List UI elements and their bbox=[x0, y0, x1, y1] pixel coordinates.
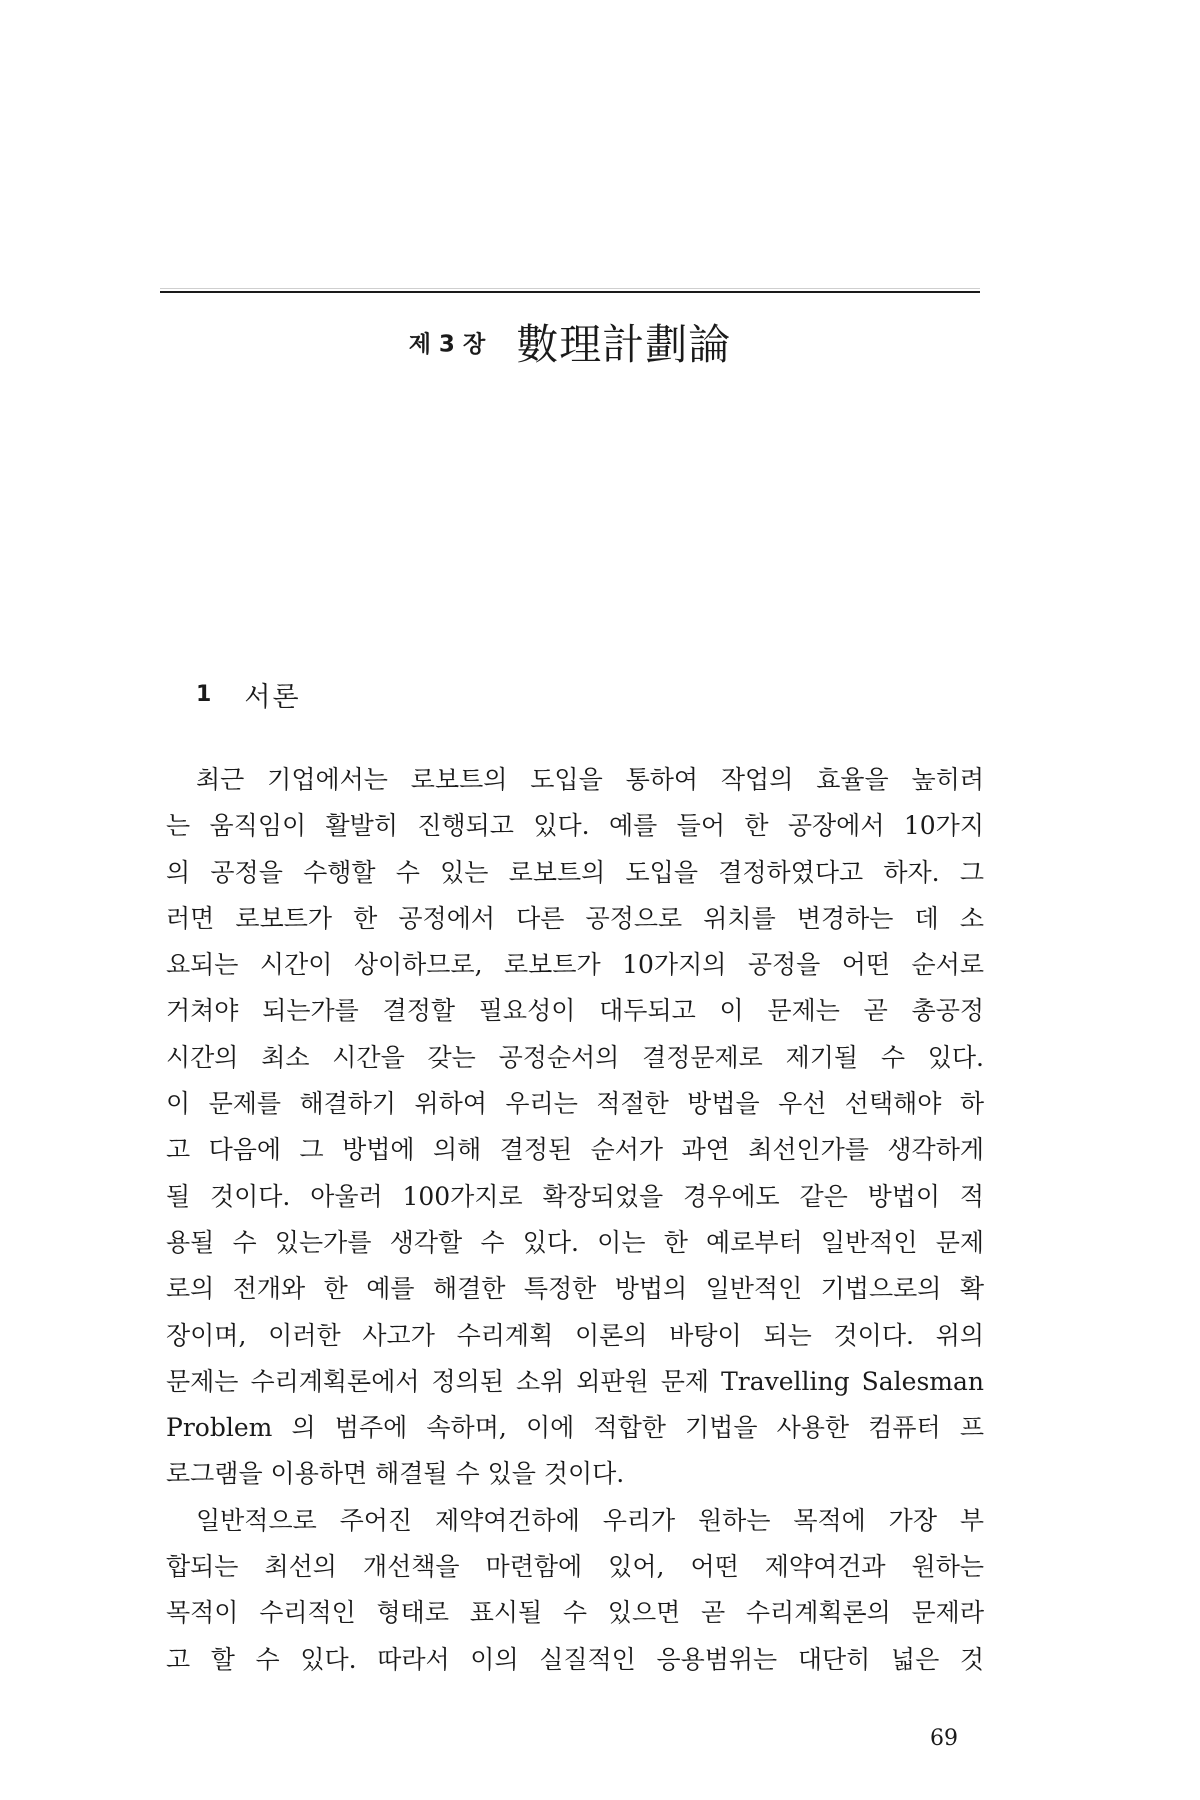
text-line: 고 다음에 그 방법에 의해 결정된 순서가 과연 최선인가를 생각하게 bbox=[166, 1135, 984, 1165]
section-heading bbox=[196, 675, 301, 714]
text-line: 시간의 최소 시간을 갖는 공정순서의 결정문제로 제기될 수 있다. bbox=[166, 1042, 984, 1072]
chapter-heading bbox=[160, 312, 980, 372]
text-line: 러면 로보트가 한 공정에서 다른 공정으로 위치를 변경하는 데 소 bbox=[166, 903, 984, 933]
text-line: 문제는 수리계획론에서 정의된 소위 외판원 문제 Travelling Salesman bbox=[166, 1366, 984, 1396]
text-line: 장이며, 이러한 사고가 수리계획 이론의 바탕이 되는 것이다. 위의 bbox=[166, 1320, 984, 1350]
body-text bbox=[166, 757, 984, 1683]
page-number: 69 bbox=[930, 1726, 958, 1751]
text-line: 일반적으로 주어진 제약여건하에 우리가 원하는 목적에 가장 부 bbox=[196, 1505, 984, 1535]
section-title: 서론 bbox=[244, 682, 301, 713]
section-number: 1 bbox=[196, 682, 212, 707]
header-rule-thick bbox=[160, 291, 980, 293]
text-line: 거쳐야 되는가를 결정할 필요성이 대두되고 이 문제는 곧 총공정 bbox=[166, 996, 984, 1026]
text-line: 최근 기업에서는 로보트의 도입을 통하여 작업의 효율을 높히려 bbox=[196, 765, 984, 794]
text-line: 이 문제를 해결하기 위하여 우리는 적절한 방법을 우선 선택해야 하 bbox=[166, 1089, 984, 1119]
text-line: 의 공정을 수행할 수 있는 로보트의 도입을 결정하였다고 하자. 그 bbox=[166, 857, 984, 887]
text-line: 로그램을 이용하면 해결될 수 있을 것이다. bbox=[166, 1459, 625, 1489]
chapter-label: 제 3 장 bbox=[408, 331, 486, 358]
text-line: 용될 수 있는가를 생각할 수 있다. 이는 한 예로부터 일반적인 문제 bbox=[166, 1227, 984, 1257]
text-line: 는 움직임이 활발히 진행되고 있다. 예를 들어 한 공장에서 10가지 bbox=[166, 811, 984, 841]
text-line: 합되는 최선의 개선책을 마련함에 있어, 어떤 제약여건과 원하는 bbox=[166, 1552, 984, 1582]
text-line: 고 할 수 있다. 따라서 이의 실질적인 응용범위는 대단히 넓은 것 bbox=[166, 1644, 984, 1674]
text-line: Problem 의 범주에 속하며, 이에 적합한 기법을 사용한 컴퓨터 프 bbox=[166, 1413, 984, 1443]
text-line: 로의 전개와 한 예를 해결한 특정한 방법의 일반적인 기법으로의 확 bbox=[166, 1274, 984, 1304]
header-rule-thin bbox=[160, 288, 980, 289]
text-line: 요되는 시간이 상이하므로, 로보트가 10가지의 공정을 어떤 순서로 bbox=[166, 950, 984, 980]
chapter-title: 數理計劃論 bbox=[516, 320, 732, 369]
text-line: 될 것이다. 아울러 100가지로 확장되었을 경우에도 같은 방법이 적 bbox=[166, 1181, 984, 1211]
text-line: 목적이 수리적인 형태로 표시될 수 있으면 곧 수리계획론의 문제라 bbox=[166, 1598, 984, 1628]
